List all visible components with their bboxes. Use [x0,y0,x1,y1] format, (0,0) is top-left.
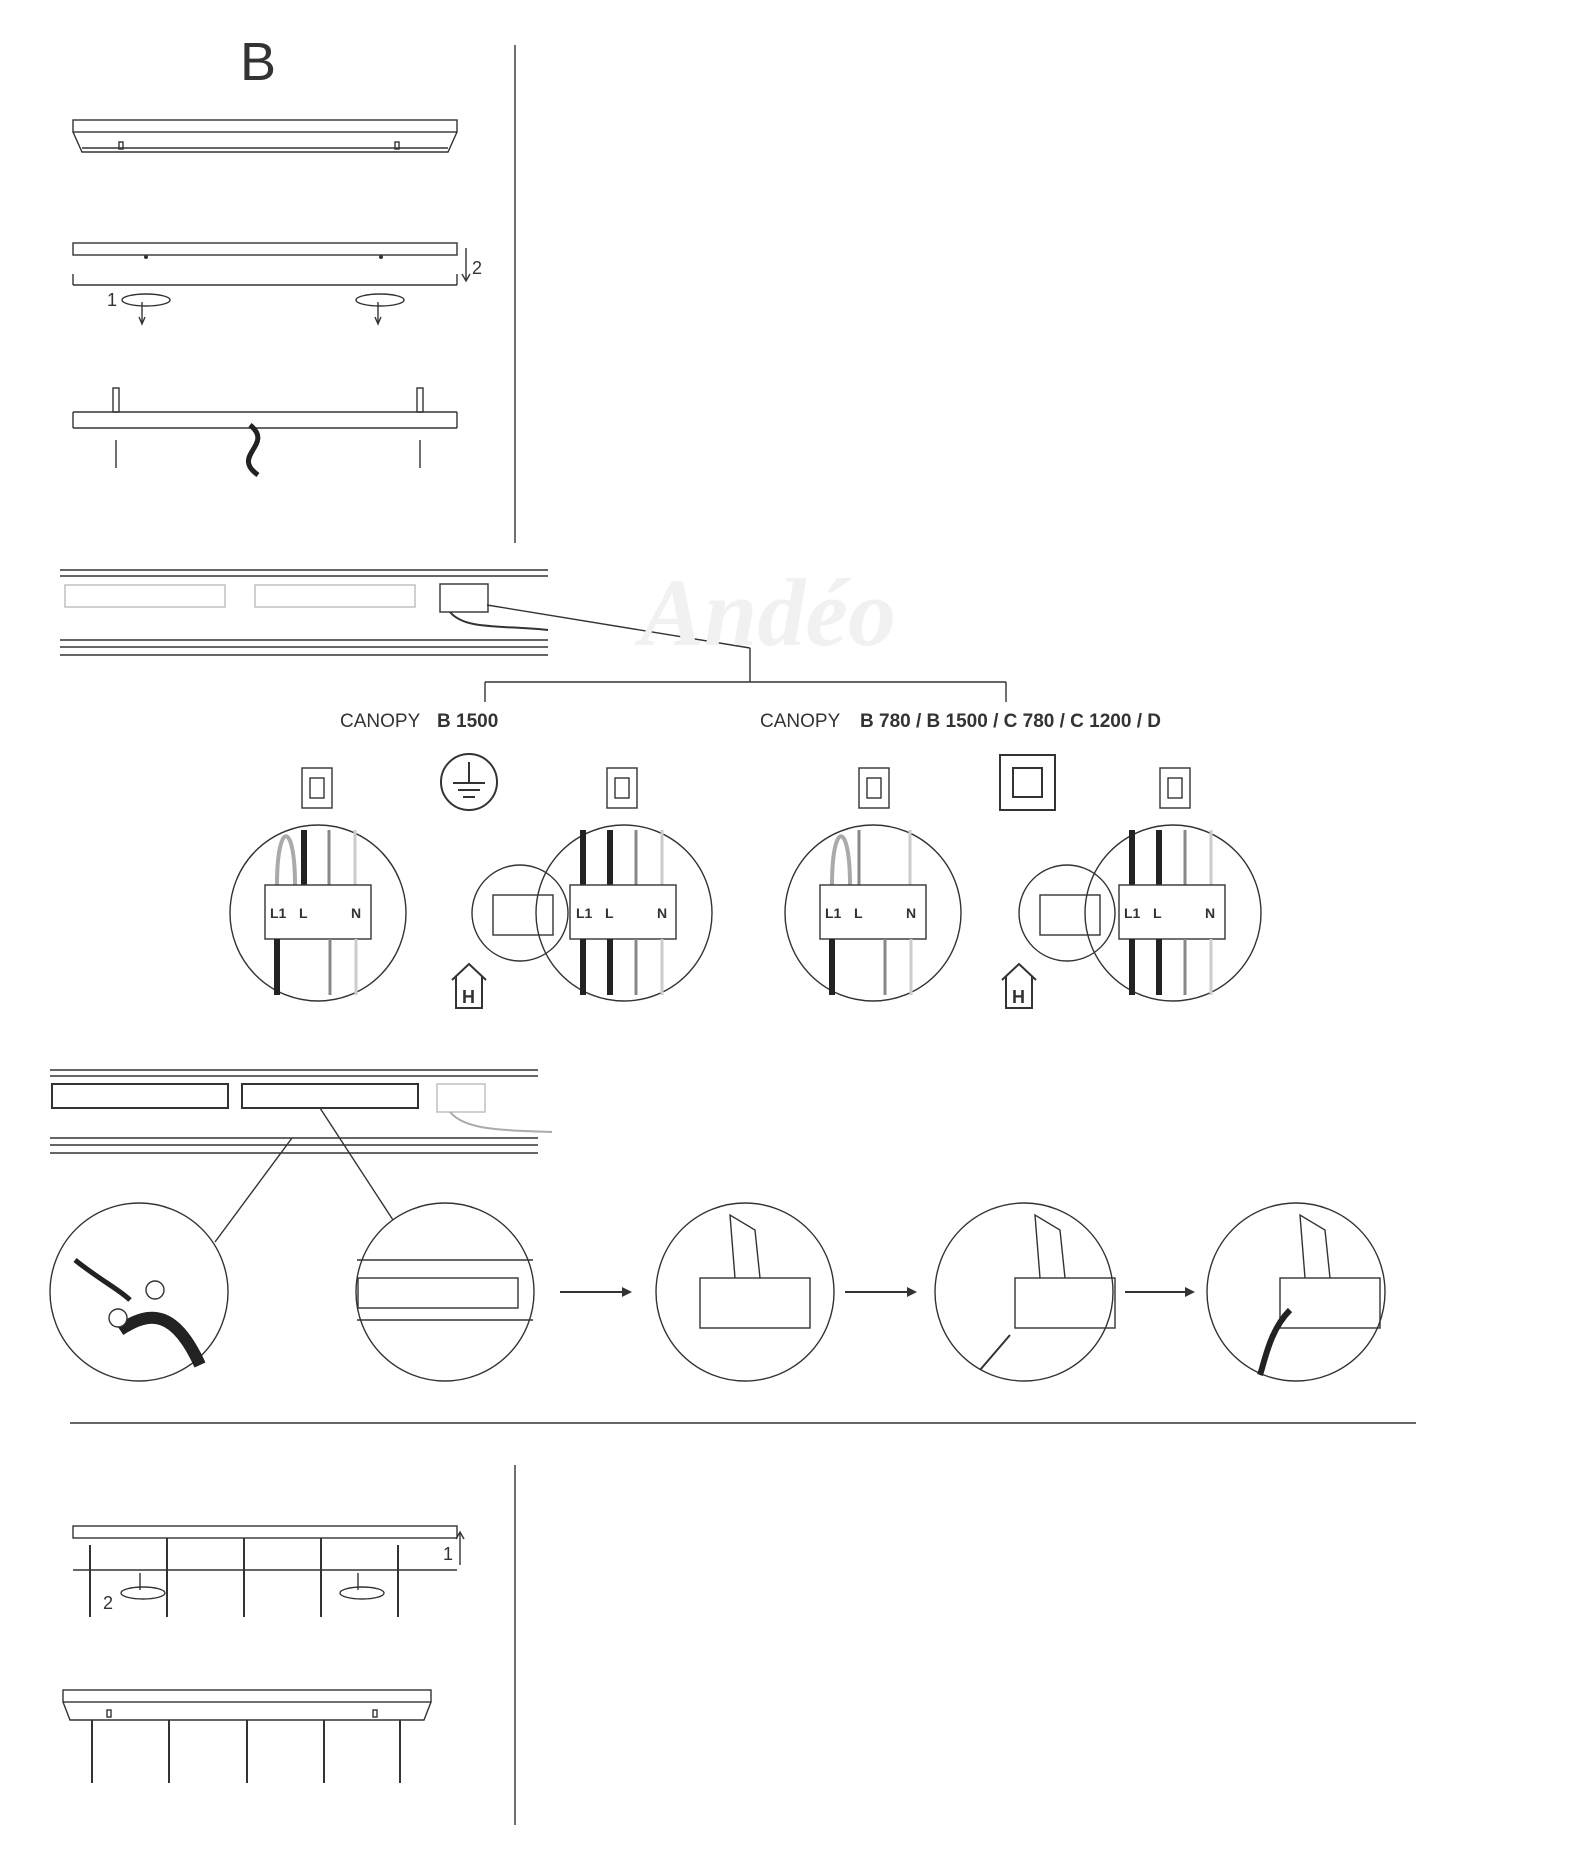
detail-circle-5 [1207,1203,1385,1381]
terminal-l-2: L [605,905,614,921]
terminal-l1-3: L1 [825,905,842,921]
canopy-view-5 [63,1690,431,1783]
double-insulation-icon [1000,755,1055,810]
terminal-l-3: L [854,905,863,921]
detail-circle-4 [935,1203,1115,1381]
terminal-n-1: N [351,905,362,921]
terminal-l1-1: L1 [270,905,287,921]
house-label-2: H [1012,987,1025,1007]
canopy-view-3 [73,388,457,475]
step-label-2-top: 2 [472,258,483,278]
terminal-n-4: N [1205,905,1216,921]
step-label-1-top: 1 [107,290,118,310]
canopy-left-models: B 1500 [437,711,499,732]
step-label-2-bottom: 2 [103,1593,114,1613]
terminal-n-3: N [906,905,917,921]
canopy-view-1 [73,120,457,152]
watermark: Andéo [640,559,897,666]
section-letter: B [240,32,277,92]
earth-ground-icon [441,754,497,810]
terminal-l1-2: L1 [576,905,593,921]
light-switch-icon [302,768,1190,808]
terminal-l-1: L [299,905,308,921]
wiring-circle-3 [785,825,961,1001]
canopy-left-prefix: CANOPY [340,711,421,732]
canopy-view-4 [73,1526,464,1617]
wiring-circle-1 [230,825,406,1001]
luminaire-strip-2 [50,1070,552,1242]
detail-circle-2 [356,1203,534,1381]
detail-circle-3 [656,1203,834,1381]
terminal-l1-4: L1 [1124,905,1141,921]
terminal-n-2: N [657,905,668,921]
terminal-l-4: L [1153,905,1162,921]
canopy-right-prefix: CANOPY [760,711,841,732]
canopy-view-2 [73,243,470,324]
step-label-1-bottom: 1 [443,1544,454,1564]
detail-circle-1 [50,1203,228,1381]
house-icon [452,964,1036,1008]
arrow-right-icon [560,1287,1195,1297]
house-label-1: H [462,987,475,1007]
canopy-right-models: B 780 / B 1500 / C 780 / C 1200 / D [860,711,1162,732]
